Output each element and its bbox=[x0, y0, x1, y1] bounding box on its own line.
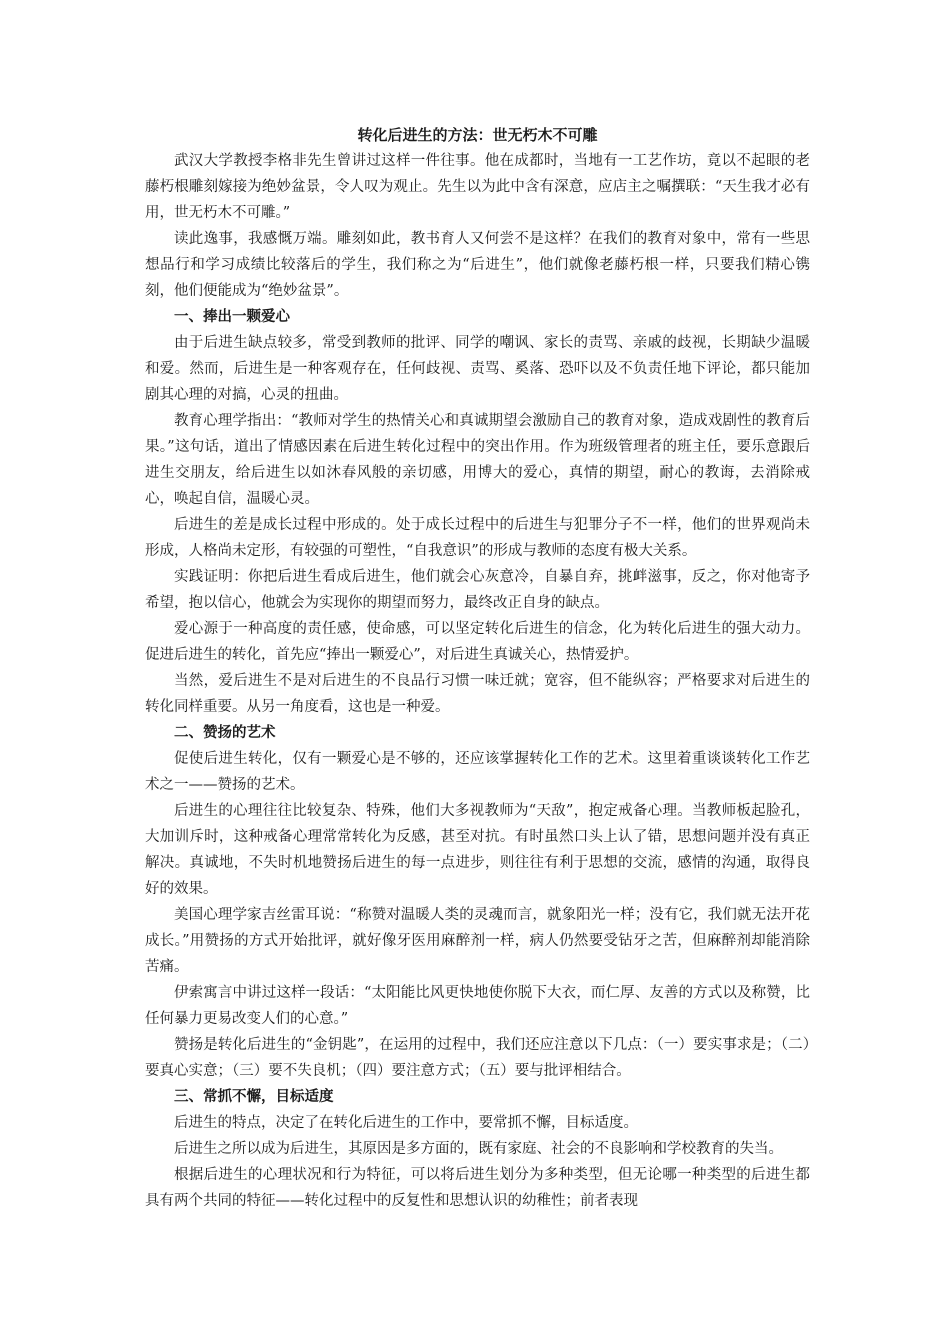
body-paragraph: 教育心理学指出：“教师对学生的热情关心和真诚期望会激励自己的教育对象，造成戏剧性的教育后果。”这句话，道出了情感因素在后进生转化过程中的突出作用。作为班级管理者的班主任，要乐意跟后进生交朋友，给后进生以如沐春风般的亲切感，用博大的爱心，真情的期望，耐心的教诲，去消除戒心，唤起自信，温暖心灵。 bbox=[145, 413, 810, 507]
body-paragraph: 爱心源于一种高度的责任感，使命感，可以坚定转化后进生的信念，化为转化后进生的强大动力。促进后进生的转化，首先应“捧出一颗爱心”，对后进生真诚关心，热情爱护。 bbox=[145, 621, 810, 663]
intro-paragraph: 读此逸事，我感慨万端。雕刻如此，教书育人又何尝不是这样？在我们的教育对象中，常有一些思想品行和学习成绩比较落后的学生，我们称之为“后进生”，他们就像老藤朽根一样，只要我们精心镌刻，他们便能成为“绝妙盆景”。 bbox=[145, 231, 810, 299]
document-title: 转化后进生的方法：世无朽木不可雕 bbox=[357, 126, 598, 144]
body-paragraph: 美国心理学家吉丝雷耳说：“称赞对温暖人类的灵魂而言，就象阳光一样；没有它，我们就无法开花成长。”用赞扬的方式开始批评，就好像牙医用麻醉剂一样，病人仍然要受钻牙之苦，但麻醉剂却能消除苦痛。 bbox=[145, 907, 810, 975]
body-paragraph: 促使后进生转化，仅有一颗爱心是不够的，还应该掌握转化工作的艺术。这里着重谈谈转化工作艺术之一——赞扬的艺术。 bbox=[145, 751, 810, 793]
body-paragraph: 赞扬是转化后进生的“金钥匙”，在运用的过程中，我们还应注意以下几点：（一）要实事求是；（二）要真心实意；（三）要不失良机；（四）要注意方式；（五）要与批评相结合。 bbox=[145, 1037, 810, 1079]
body-paragraph: 当然，爱后进生不是对后进生的不良品行习惯一味迁就；宽容，但不能纵容；严格要求对后进生的转化同样重要。从另一角度看，这也是一种爱。 bbox=[145, 673, 810, 715]
body-paragraph: 根据后进生的心理状况和行为特征，可以将后进生划分为多种类型，但无论哪一种类型的后进生都具有两个共同的特征——转化过程中的反复性和思想认识的幼稚性；前者表现 bbox=[145, 1167, 810, 1209]
body-paragraph: 伊索寓言中讲过这样一段话：“太阳能比风更快地使你脱下大衣，而仁厚、友善的方式以及称赞，比任何暴力更易改变人们的心意。” bbox=[145, 985, 810, 1027]
document-page bbox=[145, 122, 810, 1214]
section-heading: 三、常抓不懈，目标适度 bbox=[174, 1089, 334, 1105]
body-paragraph: 后进生的特点，决定了在转化后进生的工作中，要常抓不懈，目标适度。 bbox=[174, 1115, 638, 1131]
section-heading: 二、赞扬的艺术 bbox=[174, 725, 276, 741]
body-paragraph: 后进生的差是成长过程中形成的。处于成长过程中的后进生与犯罪分子不一样，他们的世界观尚未形成，人格尚未定形，有较强的可塑性，“自我意识”的形成与教师的态度有极大关系。 bbox=[145, 517, 810, 559]
body-paragraph: 实践证明：你把后进生看成后进生，他们就会心灰意冷，自暴自弃，挑衅滋事，反之，你对他寄予希望，抱以信心，他就会为实现你的期望而努力，最终改正自身的缺点。 bbox=[145, 569, 810, 611]
body-paragraph: 后进生的心理往往比较复杂、特殊，他们大多视教师为“天敌”，抱定戒备心理。当教师板起脸孔，大加训斥时，这种戒备心理常常转化为反感，甚至对抗。有时虽然口头上认了错，思想问题并没有真正解决。真诚地，不失时机地赞扬后进生的每一点进步，则往往有利于思想的交流，感情的沟通，取得良好的效果。 bbox=[145, 803, 810, 897]
section-heading: 一、捧出一颗爱心 bbox=[174, 309, 290, 325]
body-paragraph: 由于后进生缺点较多，常受到教师的批评、同学的嘲讽、家长的责骂、亲戚的歧视，长期缺少温暖和爱。然而，后进生是一种客观存在，任何歧视、责骂、奚落、恐吓以及不负责任地下评论，都只能加剧其心理的对搞，心灵的扭曲。 bbox=[145, 335, 810, 403]
body-paragraph: 后进生之所以成为后进生，其原因是多方面的，既有家庭、社会的不良影响和学校教育的失当。 bbox=[174, 1141, 783, 1157]
intro-paragraph: 武汉大学教授李格非先生曾讲过这样一件往事。他在成都时，当地有一工艺作坊，竟以不起眼的老藤朽根雕刻嫁接为绝妙盆景，令人叹为观止。先生以为此中含有深意，应店主之嘱撰联：“天生我才必有用，世无朽木不可雕。” bbox=[145, 153, 810, 221]
